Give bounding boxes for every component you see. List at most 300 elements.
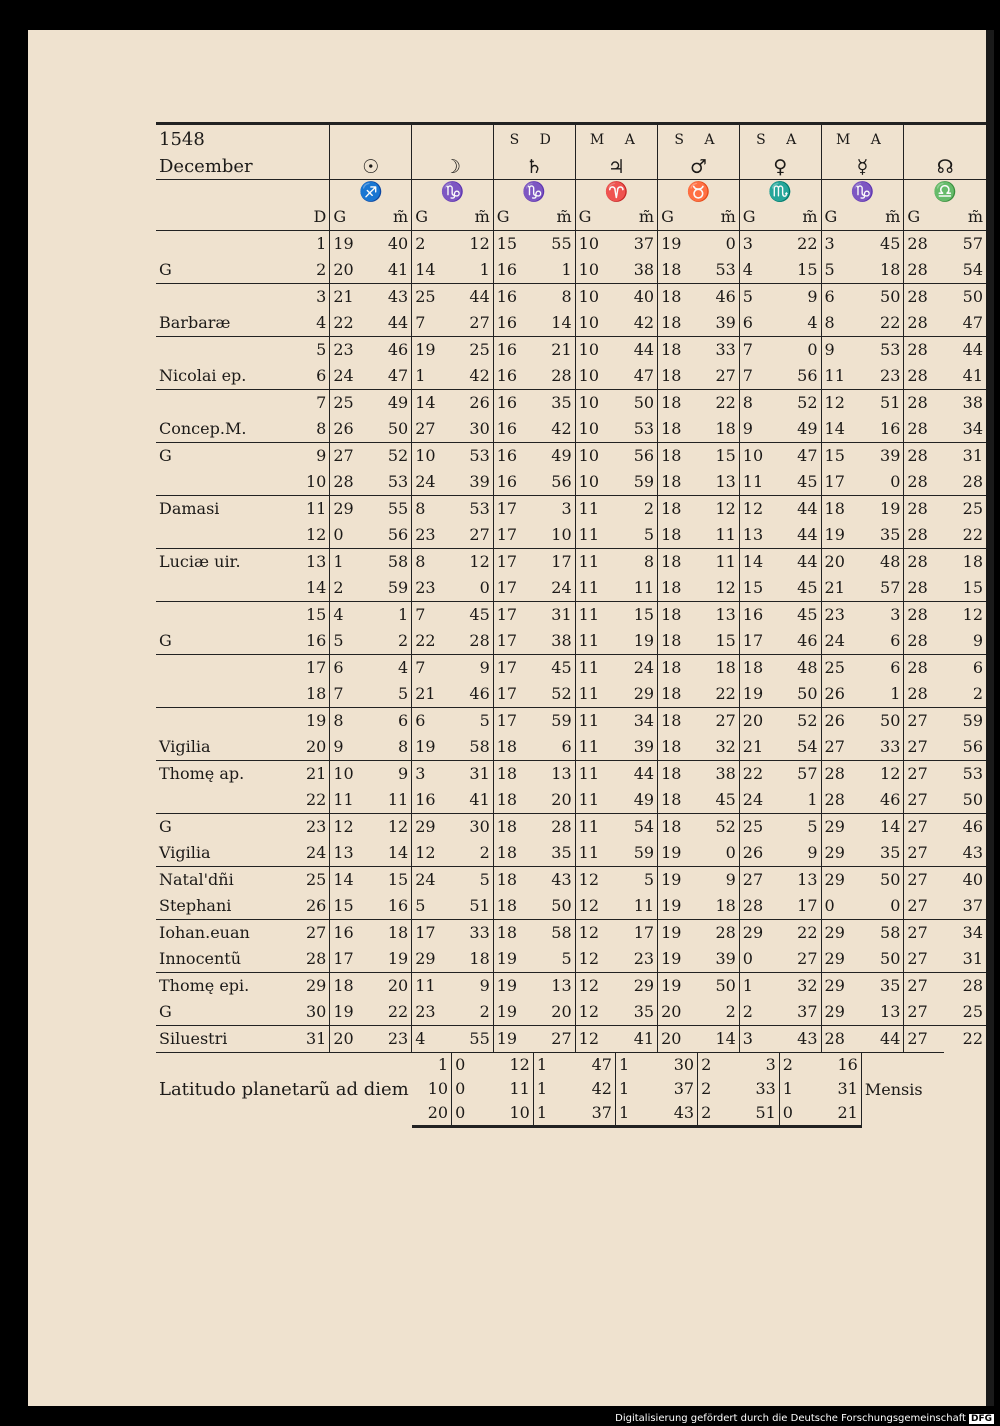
degree-cell: 27	[904, 946, 944, 973]
day-number: 23	[285, 814, 330, 841]
minute-cell: 39	[861, 443, 904, 470]
minute-cell: 51	[861, 390, 904, 417]
degree-cell: 11	[575, 814, 615, 841]
degree-cell: 11	[575, 496, 615, 523]
minute-cell: 13	[533, 973, 575, 1000]
day-number: 6	[316, 366, 327, 385]
minute-cell: 34	[962, 419, 983, 438]
minute-cell: 15	[715, 631, 736, 650]
minute-cell: 15	[698, 443, 740, 470]
minute-cell: 47	[633, 366, 655, 385]
degree-cell: 5	[821, 257, 861, 284]
minute-cell: 52	[779, 708, 821, 735]
minute-cell: 37	[673, 1079, 695, 1098]
degree-cell: 12	[575, 999, 615, 1026]
minute-cell: 41	[387, 260, 409, 279]
planet-symbol: ♂	[658, 155, 740, 180]
minute-cell: 22	[698, 390, 740, 417]
degree-cell: 4	[412, 1026, 452, 1053]
degree-cell: 17	[493, 681, 533, 708]
degree-cell: 17	[493, 496, 533, 523]
degree-cell: 1	[533, 1053, 575, 1078]
minute-cell: 12	[452, 231, 494, 258]
col-minute-header: m̃	[967, 207, 983, 226]
minute-cell: 43	[962, 843, 983, 862]
zodiac-sign: ♑	[821, 180, 904, 205]
degree-cell: 28	[904, 443, 944, 470]
degree-cell: 28	[904, 284, 944, 311]
feast-label	[156, 655, 285, 682]
degree-cell: 12	[739, 496, 779, 523]
day-number: 10	[306, 472, 327, 491]
minute-cell: 18	[369, 920, 412, 947]
degree-cell: 28	[904, 522, 944, 549]
degree-cell: 11	[575, 655, 615, 682]
degree-cell: 10	[575, 231, 615, 258]
minute-cell: 12	[369, 814, 412, 841]
degree-cell: 11	[575, 549, 615, 576]
degree-cell: 18	[658, 787, 698, 814]
minute-cell: 46	[797, 631, 818, 650]
degree-cell: 15	[330, 893, 369, 920]
minute-cell: 8	[398, 737, 409, 756]
minute-cell: 14	[861, 814, 904, 841]
col-minute-header: m̃	[885, 207, 901, 226]
day-number: 12	[306, 525, 327, 544]
feast-label	[156, 522, 285, 549]
minute-cell: 4	[807, 313, 818, 332]
degree-cell: 13	[739, 522, 779, 549]
minute-cell: 21	[533, 337, 575, 364]
degree-cell: 20	[330, 1026, 369, 1053]
minute-cell: 42	[591, 1079, 612, 1098]
degree-cell: 8	[330, 708, 369, 735]
minute-cell: 46	[880, 790, 901, 809]
degree-cell: 28	[904, 469, 944, 496]
col-degree-header: G	[412, 204, 452, 231]
planet-symbol: ☉	[330, 155, 412, 180]
degree-cell: 19	[658, 973, 698, 1000]
degree-cell: 1	[739, 973, 779, 1000]
minute-cell: 37	[575, 1101, 615, 1127]
minute-cell: 31	[837, 1079, 858, 1098]
degree-cell: 18	[658, 628, 698, 655]
degree-cell: 18	[493, 761, 533, 788]
degree-cell: 10	[575, 416, 615, 443]
degree-cell: 7	[412, 310, 452, 337]
degree-cell: 18	[658, 575, 698, 602]
degree-cell: 16	[493, 363, 533, 390]
degree-cell: 1	[615, 1053, 657, 1078]
minute-cell: 28	[698, 920, 740, 947]
minute-cell: 2	[479, 843, 490, 862]
day-number: 16	[306, 631, 327, 650]
degree-cell: 27	[904, 734, 944, 761]
latitude-row	[156, 1053, 986, 1078]
minute-cell: 55	[369, 496, 412, 523]
zodiac-sign: ♑	[412, 180, 494, 205]
minute-cell: 53	[452, 443, 494, 470]
degree-cell: 11	[575, 708, 615, 735]
table-row	[156, 522, 986, 549]
table-row	[156, 973, 986, 1000]
degree-cell: 8	[739, 390, 779, 417]
table-row	[156, 814, 986, 841]
feast-label	[156, 575, 285, 602]
degree-cell: 5	[412, 893, 452, 920]
minute-cell: 28	[944, 973, 986, 1000]
minute-cell: 50	[698, 973, 740, 1000]
degree-cell: 28	[904, 337, 944, 364]
minute-cell: 16	[387, 896, 409, 915]
month-label: December	[159, 156, 253, 177]
table-row	[156, 390, 986, 417]
degree-cell: 10	[575, 337, 615, 364]
minute-cell: 43	[533, 867, 575, 894]
degree-cell: 11	[575, 522, 615, 549]
minute-cell: 56	[615, 443, 657, 470]
degree-cell: 7	[739, 363, 779, 390]
degree-cell: 1	[779, 1077, 821, 1101]
degree-cell: 16	[493, 469, 533, 496]
degree-cell: 19	[412, 337, 452, 364]
degree-cell: 11	[821, 363, 861, 390]
minute-cell: 54	[615, 814, 657, 841]
feast-label: Vigilia	[159, 737, 211, 756]
minute-cell: 21	[821, 1101, 861, 1127]
minute-cell: 10	[493, 1101, 533, 1127]
minute-cell: 27	[533, 1026, 575, 1053]
degree-cell: 20	[821, 549, 861, 576]
degree-cell: 12	[575, 893, 615, 920]
minute-cell: 28	[551, 366, 572, 385]
degree-cell: 17	[493, 602, 533, 629]
degree-cell: 10	[330, 761, 369, 788]
degree-cell: 17	[330, 946, 369, 973]
feast-label	[156, 231, 285, 258]
day-number: 1	[285, 231, 330, 258]
degree-cell: 19	[658, 867, 698, 894]
table-row	[156, 761, 986, 788]
degree-cell: 24	[330, 363, 369, 390]
degree-cell: 15	[493, 231, 533, 258]
degree-cell: 4	[330, 602, 369, 629]
degree-cell: 10	[575, 390, 615, 417]
minute-cell: 49	[633, 790, 655, 809]
minute-cell: 52	[779, 390, 821, 417]
degree-cell: 27	[904, 787, 944, 814]
degree-cell: 12	[575, 867, 615, 894]
table-row	[156, 416, 986, 443]
minute-cell: 28	[533, 814, 575, 841]
header-spacer	[285, 180, 330, 205]
minute-cell: 50	[944, 284, 986, 311]
degree-cell: 19	[493, 973, 533, 1000]
degree-cell: 1	[412, 363, 452, 390]
minute-cell: 58	[469, 737, 490, 756]
degree-cell: 28	[904, 575, 944, 602]
minute-cell: 56	[962, 737, 983, 756]
degree-cell: 1	[615, 1101, 657, 1127]
minute-cell: 18	[715, 896, 736, 915]
minute-cell: 37	[615, 231, 657, 258]
degree-cell: 6	[330, 655, 369, 682]
degree-cell: 11	[575, 575, 615, 602]
minute-cell: 49	[797, 419, 818, 438]
degree-cell: 12	[575, 920, 615, 947]
day-number: 14	[306, 578, 327, 597]
planet-symbol: ☿	[821, 155, 904, 180]
minute-cell: 10	[551, 525, 572, 544]
degree-cell: 24	[821, 628, 861, 655]
minute-cell: 38	[698, 761, 740, 788]
degree-cell: 17	[493, 575, 533, 602]
minute-cell: 27	[797, 949, 818, 968]
minute-cell: 39	[633, 737, 655, 756]
minute-cell: 31	[452, 761, 494, 788]
day-number: 2	[316, 260, 327, 279]
minute-cell: 39	[715, 313, 736, 332]
minute-cell: 0	[725, 843, 736, 862]
minute-cell: 31	[944, 443, 986, 470]
minute-cell: 47	[779, 443, 821, 470]
degree-cell: 10	[739, 443, 779, 470]
motion-label: M A	[821, 124, 904, 156]
minute-cell: 2	[479, 1002, 490, 1021]
table-row	[156, 920, 986, 947]
degree-cell: 29	[821, 999, 861, 1026]
minute-cell: 22	[962, 525, 983, 544]
degree-cell: 29	[739, 920, 779, 947]
table-row	[156, 496, 986, 523]
degree-cell: 18	[739, 655, 779, 682]
minute-cell: 13	[880, 1002, 901, 1021]
degree-cell: 18	[658, 310, 698, 337]
minute-cell: 47	[387, 366, 409, 385]
minute-cell: 23	[880, 366, 901, 385]
minute-cell: 37	[962, 896, 983, 915]
degree-cell: 24	[739, 787, 779, 814]
feast-label	[156, 390, 285, 417]
minute-cell: 12	[452, 549, 494, 576]
degree-cell: 17	[739, 628, 779, 655]
minute-cell: 8	[533, 284, 575, 311]
minute-cell: 1	[807, 790, 818, 809]
minute-cell: 42	[633, 313, 655, 332]
degree-cell: 18	[658, 708, 698, 735]
table-row	[156, 549, 986, 576]
feast-label: G	[159, 631, 172, 650]
day-number: 17	[285, 655, 330, 682]
planet-symbol: ☊	[904, 155, 986, 180]
minute-cell: 53	[633, 419, 655, 438]
minute-cell: 30	[469, 419, 490, 438]
day-number: 3	[285, 284, 330, 311]
table-row	[156, 231, 986, 258]
degree-cell: 13	[330, 840, 369, 867]
degree-cell: 26	[821, 681, 861, 708]
minute-cell: 12	[944, 602, 986, 629]
minute-cell: 32	[715, 737, 736, 756]
minute-cell: 14	[551, 313, 572, 332]
minute-cell: 5	[561, 949, 572, 968]
minute-cell: 44	[861, 1026, 904, 1053]
feast-label: Natal'dñi	[156, 867, 285, 894]
degree-cell: 27	[821, 734, 861, 761]
minute-cell: 6	[944, 655, 986, 682]
minute-cell: 19	[861, 496, 904, 523]
minute-cell: 0	[698, 231, 740, 258]
minute-cell: 32	[779, 973, 821, 1000]
day-number: 25	[285, 867, 330, 894]
minute-cell: 14	[698, 1026, 740, 1053]
minute-cell: 42	[469, 366, 490, 385]
minute-cell: 15	[615, 602, 657, 629]
minute-cell: 56	[797, 366, 818, 385]
feast-label: Nicolai ep.	[159, 366, 247, 385]
minute-cell: 6	[369, 708, 412, 735]
degree-cell: 10	[575, 257, 615, 284]
minute-cell: 56	[551, 472, 572, 491]
minute-cell: 29	[615, 973, 657, 1000]
table-row	[156, 787, 986, 814]
minute-cell: 41	[615, 1026, 657, 1053]
minute-cell: 13	[715, 472, 736, 491]
zodiac-sign: ♈	[575, 180, 657, 205]
col-minute-header: m̃	[556, 207, 572, 226]
degree-cell: 14	[821, 416, 861, 443]
degree-cell: 1	[330, 549, 369, 576]
day-number: 30	[306, 1002, 327, 1021]
col-degree-header: G	[904, 204, 944, 231]
degree-cell: 7	[412, 602, 452, 629]
degree-cell: 5	[739, 284, 779, 311]
day-number: 22	[306, 790, 327, 809]
degree-cell: 22	[412, 628, 452, 655]
minute-cell: 6	[861, 655, 904, 682]
minute-cell: 50	[861, 284, 904, 311]
degree-cell: 18	[658, 761, 698, 788]
zodiac-sign: ♑	[493, 180, 575, 205]
degree-cell: 19	[658, 946, 698, 973]
degree-cell: 25	[330, 390, 369, 417]
minute-cell: 16	[821, 1053, 861, 1078]
day-number: 4	[316, 313, 327, 332]
degree-cell: 7	[330, 681, 369, 708]
minute-cell: 19	[633, 631, 655, 650]
degree-cell: 12	[575, 1026, 615, 1053]
minute-cell: 50	[551, 896, 572, 915]
minute-cell: 44	[779, 496, 821, 523]
minute-cell: 37	[797, 1002, 818, 1021]
table-row	[156, 655, 986, 682]
degree-cell: 19	[658, 893, 698, 920]
table-row	[156, 893, 986, 920]
degree-cell: 0	[452, 1101, 494, 1127]
minute-cell: 40	[944, 867, 986, 894]
degree-cell: 17	[493, 549, 533, 576]
degree-cell: 28	[904, 416, 944, 443]
minute-cell: 28	[469, 631, 490, 650]
minute-cell: 58	[369, 549, 412, 576]
minute-cell: 50	[797, 684, 818, 703]
year-label: 1548	[156, 124, 285, 156]
degree-cell: 1	[533, 1101, 575, 1127]
day-number: 8	[316, 419, 327, 438]
degree-cell: 17	[493, 628, 533, 655]
degree-cell: 18	[493, 920, 533, 947]
degree-cell: 29	[821, 946, 861, 973]
degree-cell: 23	[330, 337, 369, 364]
degree-cell: 2	[698, 1101, 740, 1127]
degree-cell: 29	[821, 920, 861, 947]
latitude-day: 20	[412, 1101, 452, 1127]
planet-symbol: ☽	[412, 155, 494, 180]
col-minute-header: m̃	[720, 207, 736, 226]
degree-cell: 17	[821, 469, 861, 496]
ephemeris-table	[156, 122, 986, 1128]
minute-cell: 35	[861, 973, 904, 1000]
table-row	[156, 946, 986, 973]
degree-cell: 18	[658, 655, 698, 682]
degree-cell: 18	[658, 734, 698, 761]
minute-cell: 33	[698, 337, 740, 364]
minute-cell: 9	[972, 631, 983, 650]
degree-cell: 23	[821, 602, 861, 629]
table-row	[156, 443, 986, 470]
minute-cell: 53	[944, 761, 986, 788]
minute-cell: 53	[387, 472, 409, 491]
minute-cell: 27	[698, 708, 740, 735]
minute-cell: 40	[615, 284, 657, 311]
degree-cell: 18	[658, 390, 698, 417]
col-minute-header: m̃	[474, 207, 490, 226]
degree-cell: 27	[904, 920, 944, 947]
day-number: 13	[285, 549, 330, 576]
degree-cell: 1	[615, 1077, 657, 1101]
minute-cell: 1	[369, 602, 412, 629]
minute-cell: 46	[944, 814, 986, 841]
minute-cell: 41	[469, 790, 490, 809]
degree-cell: 27	[904, 1026, 944, 1053]
motion-label: S A	[739, 124, 821, 156]
minute-cell: 43	[658, 1101, 698, 1127]
table-row	[156, 628, 986, 655]
degree-cell: 26	[821, 708, 861, 735]
degree-cell: 22	[330, 310, 369, 337]
degree-cell: 27	[904, 867, 944, 894]
minute-cell: 15	[369, 867, 412, 894]
degree-cell: 18	[658, 363, 698, 390]
minute-cell: 49	[533, 443, 575, 470]
planet-symbol: ♃	[575, 155, 657, 180]
degree-cell: 21	[412, 681, 452, 708]
minute-cell: 19	[387, 949, 409, 968]
minute-cell: 23	[633, 949, 655, 968]
degree-cell: 26	[739, 840, 779, 867]
minute-cell: 55	[452, 1026, 494, 1053]
minute-cell: 48	[779, 655, 821, 682]
degree-cell: 25	[412, 284, 452, 311]
degree-cell: 5	[330, 628, 369, 655]
feast-label: Iohan.euan	[156, 920, 285, 947]
table-row	[156, 840, 986, 867]
minute-cell: 45	[779, 602, 821, 629]
minute-cell: 29	[633, 684, 655, 703]
minute-cell: 35	[633, 1002, 655, 1021]
minute-cell: 50	[387, 419, 409, 438]
degree-cell: 12	[575, 946, 615, 973]
